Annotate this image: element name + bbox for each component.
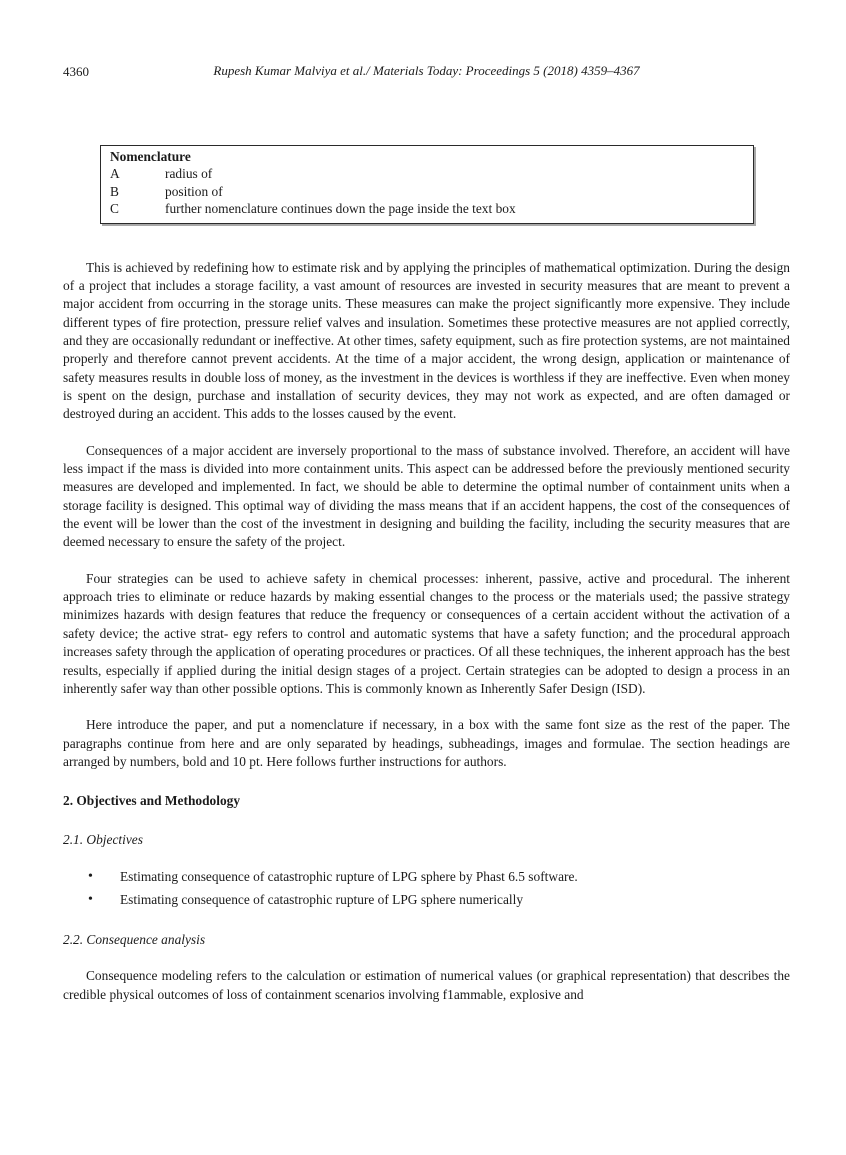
nomenclature-box <box>100 145 754 224</box>
page-number: 4360 <box>63 64 89 79</box>
nomenclature-term: C <box>110 201 119 217</box>
article-body <box>63 259 790 1004</box>
nomenclature-definition: radius of <box>165 166 213 182</box>
intro-paragraph-3: Four strategies can be used to achieve safety in chemical processes: inherent, passive, active and procedural. The inherent approach tries to eliminate or reduce hazards by making essential changes to the process or the materials used; the passive strategy minimizes hazards with design features that reduce the frequency or consequences of a certain accident without the activation of a safety device; the active strat- egy refers to control and automatic systems that have a safety function; and the procedural approach increases safety through the application of operating procedures or practices. Of all these techniques, the inherent approach has the best results, especially if applied during the initial design stages of a project. Certain strategies can be adopted to design a process in an inherently safer way than other possible options. This is commonly known as Inherently Safer Design (ISD). <box>63 570 790 696</box>
nomenclature-term: A <box>110 166 120 182</box>
intro-paragraph-2: Consequences of a major accident are inversely proportional to the mass of substance involved. Therefore, an accident will have less impact if the mass is divided into more containment units. This aspect can be addressed before the previously mentioned security measures are developed and implemented. In fact, we should be able to determine the optimal number of containment units when a storage facility is designed. This optimal way of dividing the mass means that if an accident happens, the cost of the consequences of the event will be lower than the cost of the investment in designing and building the facility, including the security measures that are deemed necessary to ensure the safety of the project. <box>63 442 790 550</box>
list-item-text: Estimating consequence of catastrophic rupture of LPG sphere by Phast 6.5 software. <box>120 868 578 884</box>
subsection-heading-consequence-analysis: 2.2. Consequence analysis <box>63 931 206 947</box>
bullet-icon: • <box>88 868 93 884</box>
list-item <box>88 888 790 911</box>
running-title: Rupesh Kumar Malviya et al./ Materials Today: Proceedings 5 (2018) 4359–4367 <box>213 63 640 78</box>
nomenclature-entry <box>110 183 743 200</box>
objectives-list <box>63 865 790 911</box>
list-item <box>88 865 790 888</box>
page-header <box>63 0 790 81</box>
subsection-heading-objectives: 2.1. Objectives <box>63 831 143 847</box>
nomenclature-entry <box>110 165 743 182</box>
consequence-analysis-paragraph: Consequence modeling refers to the calculation or estimation of numerical values (or graphical representation) that describes the credible physical outcomes of loss of containment scenarios involving f1ammable, explosive and <box>63 968 790 1002</box>
nomenclature-entry <box>110 200 743 217</box>
nomenclature-term: B <box>110 183 119 199</box>
section-heading-objectives-methodology: 2. Objectives and Methodology <box>63 793 241 809</box>
nomenclature-definition: position of <box>165 183 223 199</box>
intro-paragraph-1: This is achieved by redefining how to estimate risk and by applying the principles of mathematical optimization. During the design of a project that includes a storage facility, a vast amount of resources are invested in security measures that are meant to prevent a major accident from occurring in the storage units. These measures can make the project significantly more expensive. They include different types of fire protection, pressure relief valves and insulation. Sometimes these protective measures are not applied correctly, and they are occasionally redundant or ineffective. At other times, safety equipment, such as fire protection systems, are not maintained properly and therefore cannot prevent accidents. At the time of a major accident, the wrong design, application or maintenance of safety measures results in double loss of money, as the investment in the devices is worthless if they are ineffective. Even when money is spent on the design, purchase and installation of security devices, they may not work as expected, and are often damaged or destroyed during an accident. This adds to the losses caused by the event. <box>63 259 790 422</box>
nomenclature-definition: further nomenclature continues down the page inside the text box <box>165 201 516 217</box>
bullet-icon: • <box>88 891 93 907</box>
list-item-text: Estimating consequence of catastrophic rupture of LPG sphere numerically <box>120 891 524 907</box>
nomenclature-title: Nomenclature <box>110 149 191 164</box>
intro-paragraph-4: Here introduce the paper, and put a nomenclature if necessary, in a box with the same font size as the rest of the paper. The paragraphs continue from here and are only separated by headings, subheadings, images and formulae. The section headings are arranged by numbers, bold and 10 pt. Here follows further instructions for authors. <box>63 717 790 769</box>
